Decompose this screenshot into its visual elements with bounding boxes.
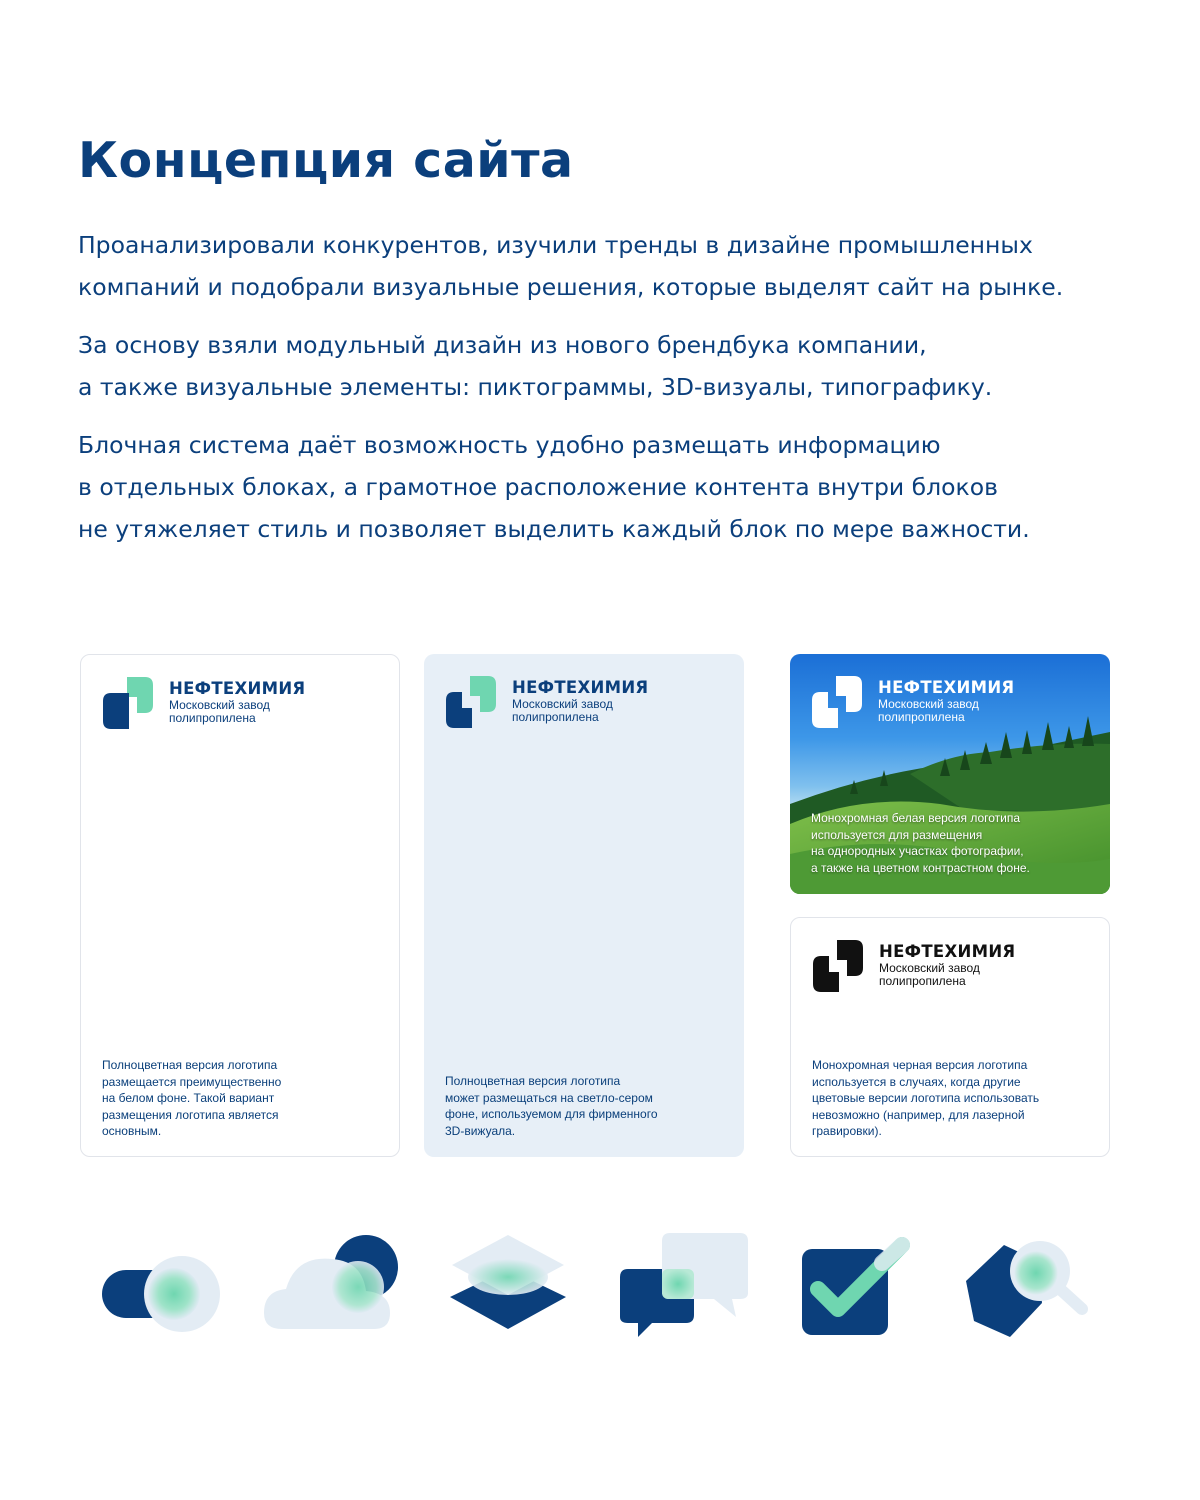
caption-line: цветовые версии логотипа использовать [812, 1091, 1040, 1105]
logo-mark-icon [811, 938, 865, 994]
logo-mark-icon [101, 675, 155, 731]
logo-card-photo [790, 654, 1110, 894]
card-caption [812, 1057, 1039, 1140]
caption-line: на однородных участках фотографии, [811, 844, 1024, 858]
logo-subtitle [169, 699, 305, 725]
paragraph-line: компаний и подобрали визуальные решения, которые выделят сайт на рынке. [78, 273, 1064, 301]
caption-line: используется в случаях, когда другие [812, 1074, 1021, 1089]
toggle-icon [90, 1225, 230, 1350]
caption-line: основным. [102, 1124, 162, 1138]
paragraph-line: не утяжеляет стиль и позволяет выделить каждый блок по мере важности. [78, 515, 1030, 543]
page-title: Концепция сайта [78, 132, 574, 189]
company-logo [444, 674, 648, 730]
chat-icon [614, 1225, 754, 1350]
logo-subtitle-line: полипропилена [169, 711, 256, 725]
logo-subtitle-line: Московский завод [169, 698, 270, 712]
caption-line: а также на цветном контрастном фоне. [811, 860, 1030, 875]
checkbox-icon [790, 1225, 930, 1350]
logo-subtitle [878, 698, 1014, 724]
logo-subtitle-line: Московский завод [879, 961, 980, 975]
intro-paragraph [78, 224, 1158, 308]
caption-line: на белом фоне. Такой вариант [102, 1091, 275, 1105]
caption-line: размещается преимущественно [102, 1074, 282, 1089]
logo-subtitle-line: полипропилена [879, 974, 966, 988]
logo-subtitle-line: полипропилена [878, 710, 965, 724]
logo-brand-name: НЕФТЕХИМИЯ [169, 679, 306, 698]
paragraph-line: а также визуальные элементы: пиктограммы, 3D-визуалы, типографику. [78, 373, 993, 401]
caption-line: 3D-вижуала. [445, 1123, 516, 1138]
caption-line: размещения логотипа является [102, 1107, 279, 1122]
logo-subtitle-line: Московский завод [878, 697, 979, 711]
weather-icon [262, 1225, 402, 1350]
logo-brand-name: НЕФТЕХИМИЯ [878, 678, 1015, 697]
caption-line: гравировки). [812, 1124, 882, 1138]
logo-subtitle-line: Московский завод [512, 697, 613, 711]
caption-line: Полноцветная версия логотипа [445, 1074, 621, 1088]
logo-mark-icon [810, 674, 864, 730]
basis-paragraph [78, 324, 1158, 408]
paragraph-line: Проанализировали конкурентов, изучили тренды в дизайне промышленных [78, 231, 1033, 259]
caption-line: Монохромная черная версия логотипа [812, 1058, 1028, 1072]
caption-line: используется для размещения [811, 827, 983, 842]
paragraph-line: в отдельных блоках, а грамотное расположение контента внутри блоков [78, 473, 998, 501]
paragraph-line: За основу взяли модульный дизайн из нового брендбука компании, [78, 331, 927, 359]
logo-card-black [790, 917, 1110, 1157]
logo-subtitle-line: полипропилена [512, 710, 599, 724]
layers-icon [438, 1225, 578, 1350]
logo-mark-icon [444, 674, 498, 730]
logo-subtitle [512, 698, 648, 724]
logo-card-grey [424, 654, 744, 1157]
company-logo [810, 674, 1014, 730]
caption-line: невозможно (например, для лазерной [812, 1107, 1025, 1122]
company-logo [101, 675, 305, 731]
block-system-paragraph [78, 424, 1158, 550]
caption-line: фоне, используемом для фирменного [445, 1107, 658, 1121]
logo-brand-name: НЕФТЕХИМИЯ [512, 678, 649, 697]
card-caption [102, 1057, 281, 1140]
paragraph-line: Блочная система даёт возможность удобно размещать информацию [78, 431, 941, 459]
logo-card-white [80, 654, 400, 1157]
caption-line: Полноцветная версия логотипа [102, 1058, 278, 1072]
card-caption [811, 810, 1030, 876]
caption-line: может размещаться на светло-сером [445, 1090, 653, 1105]
card-caption [445, 1073, 658, 1139]
company-logo [811, 938, 1015, 994]
logo-subtitle [879, 962, 1015, 988]
caption-line: Монохромная белая версия логотипа [811, 811, 1021, 825]
logo-brand-name: НЕФТЕХИМИЯ [879, 942, 1016, 961]
search-icon [960, 1225, 1100, 1350]
